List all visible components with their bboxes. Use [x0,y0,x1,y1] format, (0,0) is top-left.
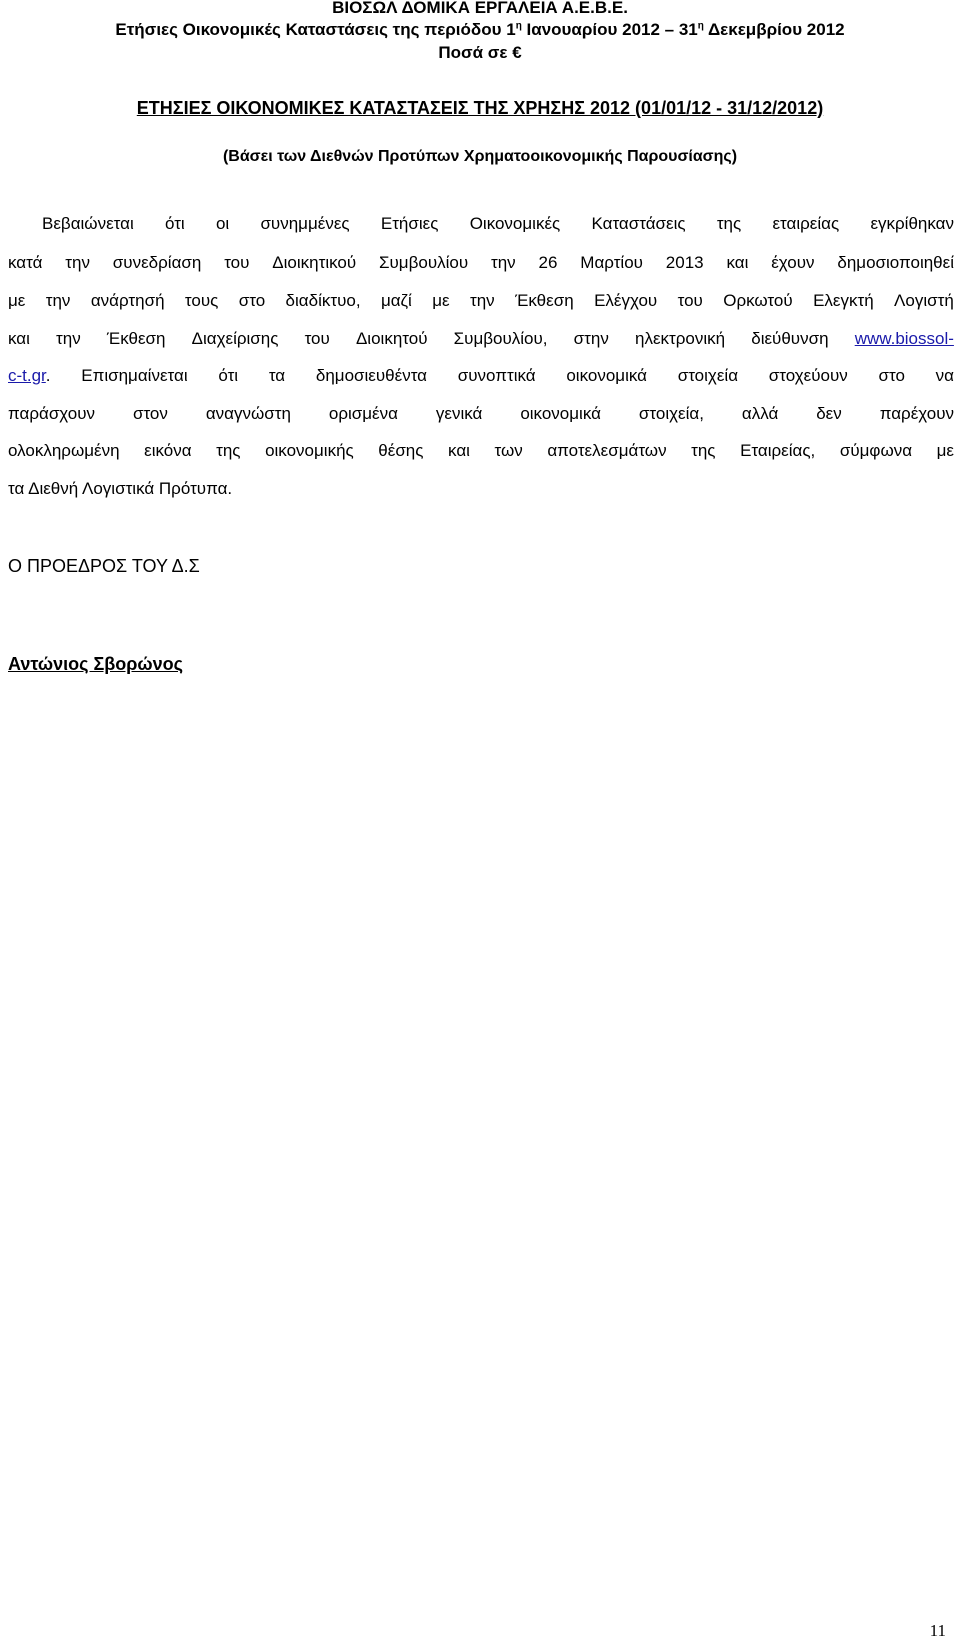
line-1-word: εγκρίθηκαν [870,214,954,233]
line-6-word: οικονομικά [520,404,601,423]
line-2-word: την [65,253,90,272]
line-3-word: Ελέγχου [594,291,658,310]
line-3-word: Έκθεση [515,291,574,310]
line-5-word: δημοσιευθέντα [315,366,428,385]
line-1-word: Οικονομικές [469,214,561,233]
line-3-word: του [677,291,703,310]
period-part-c: Δεκεμβρίου 2012 [703,20,845,39]
line-4-word: διεύθυνση [751,329,829,348]
document-subtitle: (Βάσει των Διεθνών Προτύπων Χρηματοοικονομικής Παρουσίασης) [222,148,738,165]
line-6-word: αλλά [741,404,779,423]
line-7-word: της [216,441,241,460]
website-link-part-1[interactable]: www.biossol- [854,329,954,348]
line-1-word: ότι [164,214,185,233]
line-4-word: την [56,329,81,348]
company-name: ΒΙΟΣΩΛ ΔΟΜΙΚΑ ΕΡΓΑΛΕΙΑ Α.Ε.Β.Ε. [332,0,628,17]
body-line-8 [8,479,954,499]
line-2-word: δημοσιοποιηθεί [837,253,954,272]
period-part-b: Ιανουαρίου 2012 – 31 [521,20,698,39]
body-line-5 [8,366,954,386]
line-3-word: στο [238,291,266,310]
line-6-word: γενικά [435,404,483,423]
line-3-word: μαζί [380,291,412,310]
line-6-word: παράσχουν [8,404,96,423]
line-7-word: θέσης [378,441,424,460]
line-4-word: του [304,329,330,348]
line-5-start [8,366,51,386]
line-6-word: δεν [816,404,842,423]
line-5-word: στοιχεία [677,366,739,385]
line-5-word: συνοπτικά [457,366,536,385]
line-7-word: και [448,441,470,460]
period-part-a: Ετήσιες Οικονομικές Καταστάσεις της περιόδου 1 [115,20,516,39]
body-line-4 [8,329,954,349]
line-2-word: Μαρτίου [580,253,643,272]
line-3-word: ανάρτησή [90,291,165,310]
line-1-word: της [716,214,742,233]
line-1-word: Ετήσιες [380,214,439,233]
line-7-word: οικονομικής [265,441,354,460]
line-2-word: Συμβουλίου [378,253,469,272]
line-4-word: ηλεκτρονική [634,329,726,348]
line-3-word: Λογιστή [894,291,954,310]
body-line-3 [8,291,954,311]
line-1-word: συνημμένες [260,214,350,233]
line-6-word: παρέχουν [879,404,954,423]
line-2-word: 26 [538,253,558,272]
line-3-word: την [470,291,495,310]
body-line-6 [8,404,954,424]
line-5-word: οικονομικά [566,366,647,385]
line-4-word: στην [573,329,609,348]
body-line-7 [8,441,954,461]
line-6-word: ορισμένα [328,404,398,423]
line-2-word: κατά [8,253,43,272]
line-5-word: τα [268,366,286,385]
line-4-word: και [8,329,30,348]
document-title: ΕΤΗΣΙΕΣ ΟΙΚΟΝΟΜΙΚΕΣ ΚΑΤΑΣΤΑΣΕΙΣ ΤΗΣ ΧΡΗΣΗΣ 2012 (01/01/12 - 31/12/2012) [136,98,824,118]
line-7-word: με [936,441,954,460]
line-7-word: Εταιρείας, [740,441,816,460]
line-7-word: των [494,441,523,460]
page-number: 11 [929,1621,946,1640]
line-1-word: οι [215,214,230,233]
line-7-word: σύμφωνα [839,441,913,460]
period-superscript-2: η [697,20,704,32]
line-6-word: στοιχεία, [638,404,704,423]
line-5-word: Επισημαίνεται [81,366,188,385]
line-7-word: ολοκληρωμένη [8,441,120,460]
line-4-word: Διοικητού [355,329,428,348]
line-2-word: Διοικητικού [272,253,357,272]
line-5-word: στο [878,366,905,385]
amounts-currency-note: Ποσά σε € [438,43,522,62]
period-superscript-1: η [515,20,522,32]
line-3-word: με [432,291,450,310]
signatory-name: Αντώνιος Σβορώνος [8,654,183,674]
line-5-word: ότι [218,366,239,385]
line-7-word: της [691,441,716,460]
body-line-2 [8,253,954,273]
line-7-word: αποτελεσμάτων [547,441,667,460]
body-line-1 [42,214,954,234]
line-3-word: με [8,291,26,310]
line-5-word: . [45,366,51,385]
president-title: Ο ΠΡΟΕΔΡΟΣ ΤΟΥ Δ.Σ [8,556,200,576]
line-3-word: τους [184,291,219,310]
line-2-word: την [491,253,516,272]
line-2-word: συνεδρίαση [112,253,202,272]
line-3-word: διαδίκτυο, [285,291,361,310]
line-2-word: και [726,253,749,272]
line-1-word: εταιρείας [772,214,840,233]
line-3-word: Ελεγκτή [813,291,874,310]
line-1-word: Καταστάσεις [591,214,686,233]
line-4-word: Διαχείρισης [191,329,279,348]
line-1-word: Βεβαιώνεται [42,214,134,233]
line-3-word: την [45,291,71,310]
line-5-word: να [935,366,954,385]
line-4-word: Έκθεση [106,329,166,348]
body-line-8-text: τα Διεθνή Λογιστικά Πρότυπα. [8,479,233,498]
line-7-word: εικόνα [144,441,192,460]
period-line [0,19,960,41]
line-2-word: του [224,253,250,272]
line-2-word: 2013 [665,253,704,272]
line-5-word: στοχεύουν [768,366,848,385]
line-6-word: στον [132,404,168,423]
line-4-word: Συμβουλίου, [453,329,548,348]
website-link-part-2[interactable]: c-t.gr [8,366,46,385]
line-3-word: Ορκωτού [723,291,793,310]
line-2-word: έχουν [771,253,815,272]
line-6-word: αναγνώστη [205,404,291,423]
